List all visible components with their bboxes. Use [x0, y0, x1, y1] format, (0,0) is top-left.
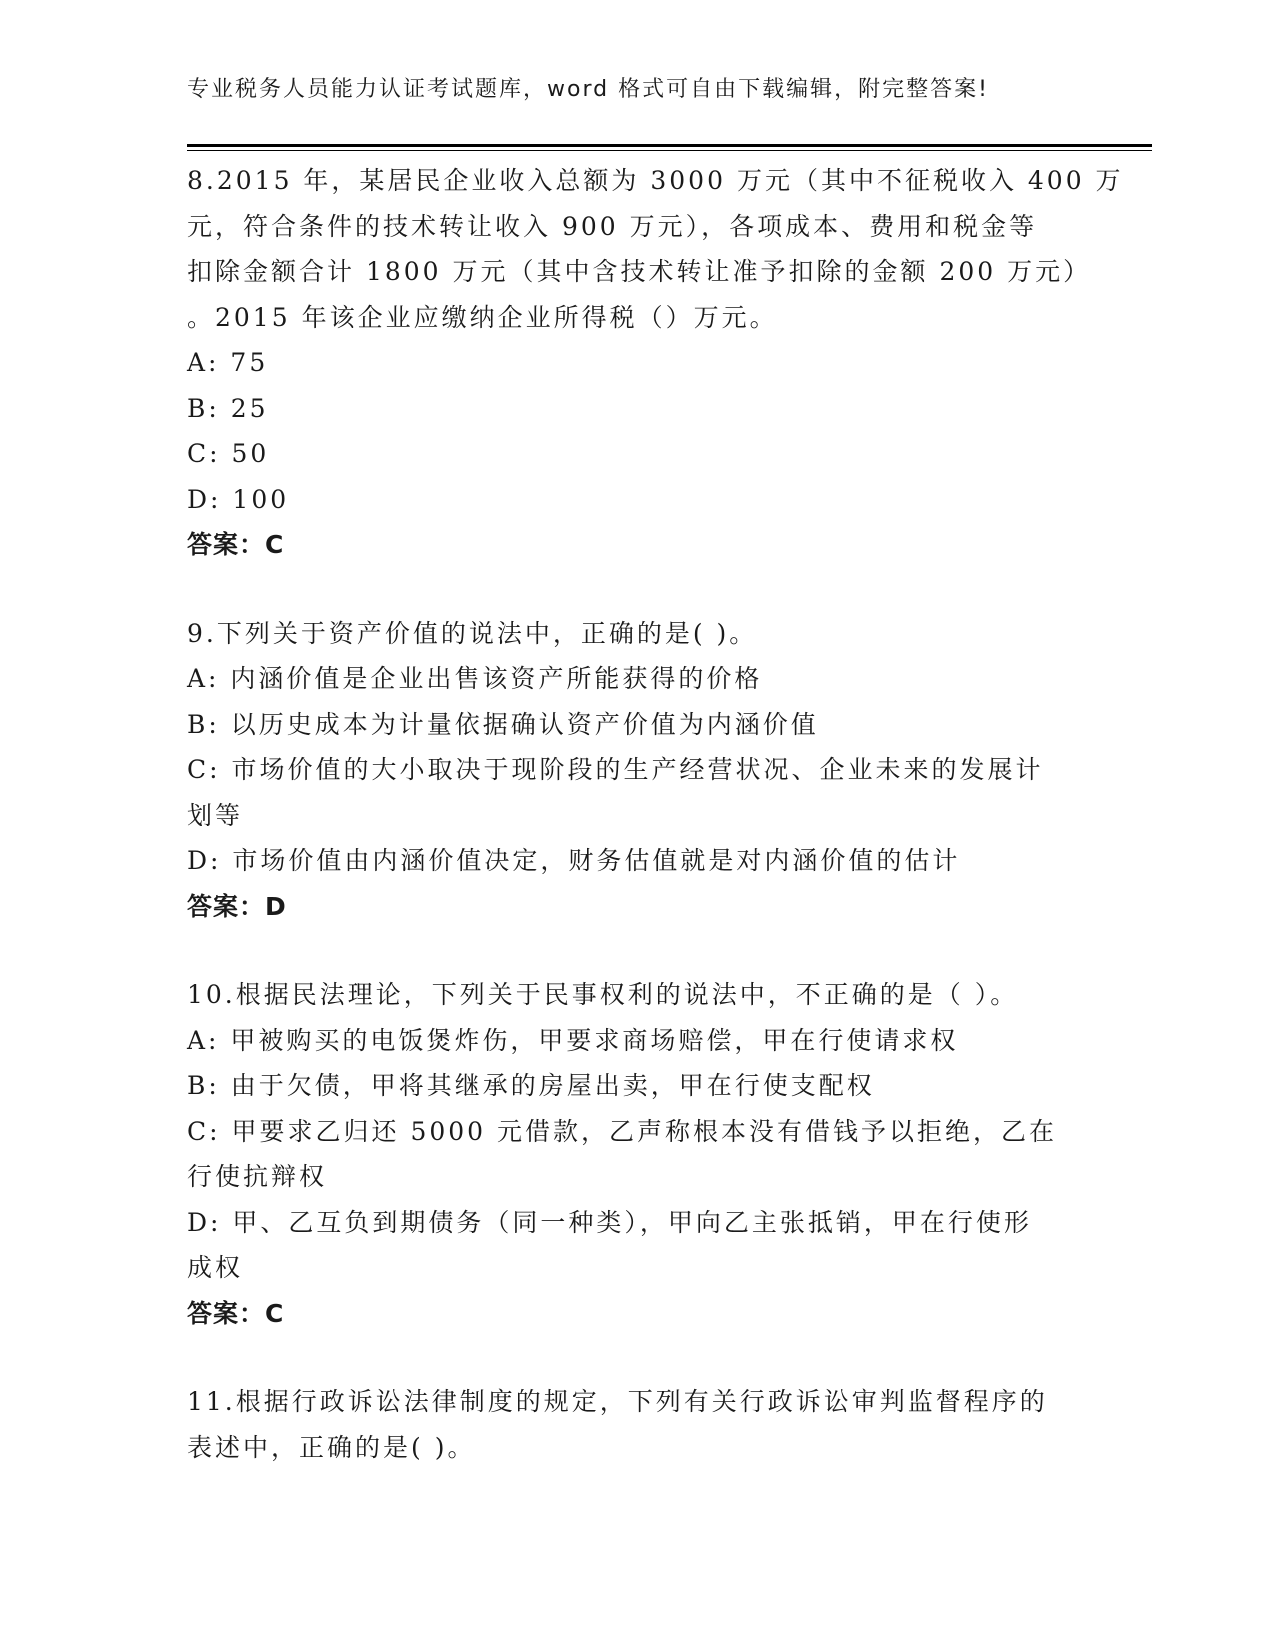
question-stem-line: 。2015 年该企业应缴纳企业所得税（）万元。 — [187, 302, 778, 332]
header-rule-thick — [187, 144, 1152, 147]
question-stem-line: 10.根据民法理论，下列关于民事权利的说法中，不正确的是（ ）。 — [187, 980, 1019, 1009]
question-item — [187, 611, 1087, 930]
option-c-continued: 划等 — [187, 800, 244, 830]
option-a: A: 内涵价值是企业出售该资产所能获得的价格 — [187, 664, 763, 693]
option-d: D: 100 — [187, 484, 290, 514]
answer-line: 答案：C — [187, 530, 285, 559]
option-d: D: 市场价值由内涵价值决定，财务估值就是对内涵价值的估计 — [187, 846, 961, 875]
option-c: C: 50 — [187, 439, 270, 468]
option-d-continued: 成权 — [187, 1253, 244, 1282]
question-stem-line: 表述中，正确的是( )。 — [187, 1432, 476, 1462]
option-a: A: 75 — [187, 348, 269, 377]
option-c: C: 甲要求乙归还 5000 元借款，乙声称根本没有借钱予以拒绝，乙在 — [187, 1116, 1058, 1146]
question-stem-line: 11.根据行政诉讼法律制度的规定，下列有关行政诉讼审判监督程序的 — [187, 1387, 1048, 1416]
question-stem-line: 扣除金额合计 1800 万元（其中含技术转让准予扣除的金额 200 万元） — [187, 257, 1092, 286]
option-d: D: 甲、乙互负到期债务（同一种类），甲向乙主张抵销，甲在行使形 — [187, 1207, 1032, 1237]
question-item — [187, 158, 1124, 568]
option-b: B: 由于欠债，甲将其继承的房屋出卖，甲在行使支配权 — [187, 1071, 875, 1100]
question-item — [187, 1379, 1087, 1470]
option-b: B: 以历史成本为计量依据确认资产价值为内涵价值 — [187, 709, 819, 739]
question-list — [187, 158, 1124, 1470]
answer-line: 答案：C — [187, 1298, 285, 1328]
question-stem-line: 元，符合条件的技术转让收入 900 万元），各项成本、费用和税金等 — [187, 211, 1038, 241]
question-stem-line: 9.下列关于资产价值的说法中，正确的是( )。 — [187, 618, 758, 648]
question-item — [187, 972, 1087, 1336]
question-stem-line: 8.2015 年，某居民企业收入总额为 3000 万元（其中不征税收入 400 万 — [187, 166, 1124, 195]
option-c: C: 市场价值的大小取决于现阶段的生产经营状况、企业未来的发展计 — [187, 755, 1044, 784]
header-rule-thin — [187, 150, 1152, 151]
page-header: 专业税务人员能力认证考试题库，word 格式可自由下载编辑，附完整答案! — [187, 77, 989, 102]
option-b: B: 25 — [187, 393, 269, 423]
answer-line: 答案：D — [187, 891, 287, 921]
option-a: A: 甲被购买的电饭煲炸伤，甲要求商场赔偿，甲在行使请求权 — [187, 1025, 959, 1055]
option-c-continued: 行使抗辩权 — [187, 1162, 328, 1191]
